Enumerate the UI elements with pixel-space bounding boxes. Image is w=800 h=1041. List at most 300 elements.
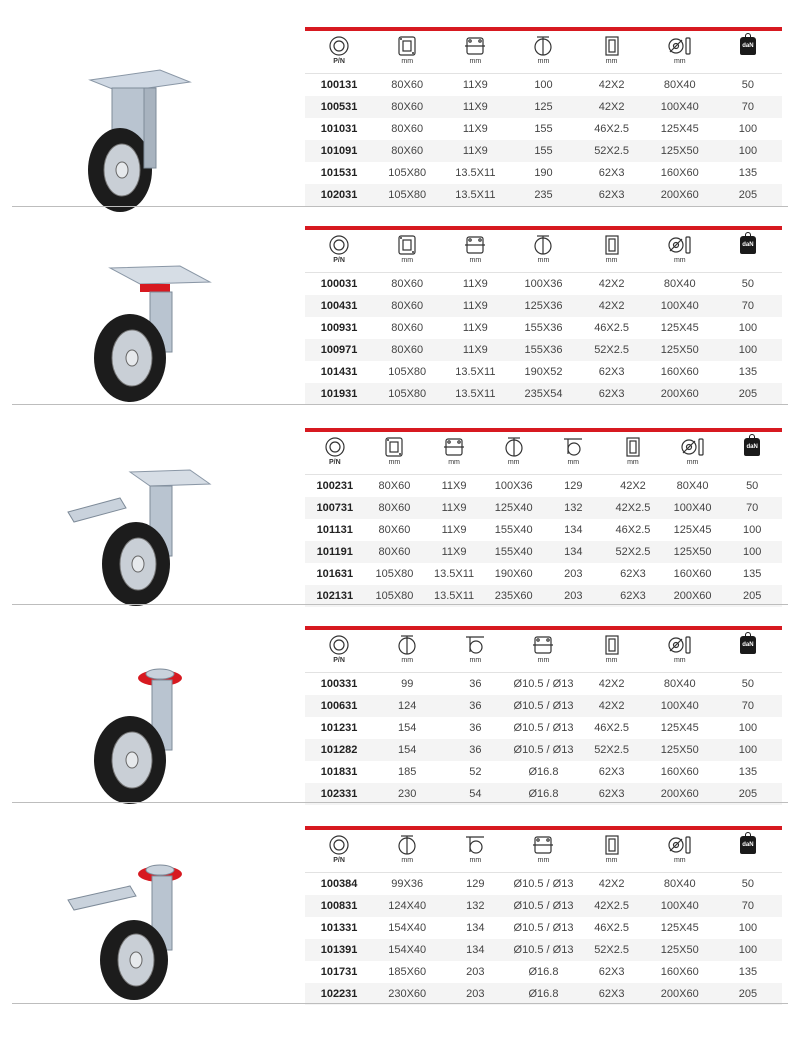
unit-label: mm [605, 657, 618, 664]
unit-label: P/N [333, 857, 345, 864]
unit-label: mm [605, 857, 618, 864]
icon-header-cell [365, 432, 425, 467]
icon-header-cell [484, 432, 544, 467]
icon-header-cell [603, 432, 663, 467]
spec-cell: 132 [564, 502, 583, 514]
part-number: 102231 [320, 988, 358, 1000]
spec-cell: 200X60 [660, 189, 699, 201]
part-number: 101131 [316, 524, 353, 536]
spec-cell: 185X60 [388, 966, 427, 978]
spec-cell: 62X3 [598, 788, 625, 800]
spec-cell: 80X60 [378, 480, 411, 492]
part-number: 101431 [320, 366, 358, 378]
spec-cell: 42X2 [620, 480, 646, 492]
spec-rows [305, 273, 782, 405]
spec-cell: 42X2 [598, 101, 625, 113]
pn-icon [326, 634, 352, 656]
spec-cell: 80X60 [391, 123, 424, 135]
icon-header-cell [305, 432, 365, 467]
part-number: 100131 [320, 79, 358, 91]
part-number: 100431 [320, 300, 358, 312]
top-plate-icon [381, 436, 407, 458]
swivel-brake-caster-icon [60, 452, 220, 612]
spec-cell: 200X60 [660, 388, 699, 400]
spec-cell: 135 [738, 966, 758, 978]
section-divider [12, 404, 788, 405]
icon-header-cell [305, 630, 373, 665]
wheel-diameter-icon [667, 35, 693, 57]
offset-icon [560, 436, 586, 458]
table-row [305, 563, 782, 585]
part-number: 101731 [320, 966, 358, 978]
table-row [305, 541, 782, 563]
spec-cell: 42X2 [598, 278, 625, 290]
spec-cell: 11X9 [441, 480, 467, 492]
icon-header-cell [722, 432, 782, 456]
spec-cell: 100 [738, 145, 758, 157]
spec-cell: 105X80 [375, 590, 414, 602]
wheel-diameter-icon [667, 834, 693, 856]
part-number: 100631 [320, 700, 358, 712]
icon-header-cell [373, 230, 441, 265]
spec-cell: 42X2 [598, 878, 625, 890]
load-icon: daN [740, 636, 756, 654]
part-number: 101531 [320, 167, 358, 179]
icon-header-cell [305, 830, 373, 865]
spec-cell: 125X36 [524, 300, 563, 312]
spec-cell: Ø16.8 [528, 966, 559, 978]
table-row [305, 673, 782, 695]
spec-cell: 124X40 [388, 900, 427, 912]
icon-header-cell [646, 830, 714, 865]
spec-cell: 205 [738, 189, 758, 201]
spec-cell: 100 [743, 524, 762, 536]
wheel-width-icon [599, 634, 625, 656]
pn-icon [326, 234, 352, 256]
table-row [305, 519, 782, 541]
icon-header-cell [578, 230, 646, 265]
unit-label: mm [567, 459, 580, 466]
spec-cell: 135 [738, 766, 758, 778]
spec-cell: 105X80 [388, 366, 427, 378]
load-icon: daN [740, 236, 756, 254]
spec-cell: Ø10.5 / Ø13 [513, 922, 574, 934]
table-row [305, 140, 782, 162]
offset-icon [462, 634, 488, 656]
spec-cell: 70 [741, 300, 755, 312]
spec-table-4 [305, 626, 782, 805]
unit-label: mm [673, 58, 686, 65]
spec-cell: 230 [398, 788, 417, 800]
icon-header-cell [578, 31, 646, 66]
spec-cell: 155 [534, 145, 553, 157]
spec-cell: 62X3 [598, 366, 625, 378]
table-row [305, 273, 782, 295]
spec-cell: 203 [564, 590, 583, 602]
table-row [305, 961, 782, 983]
spec-cell: 100 [743, 546, 762, 558]
unit-label: mm [401, 58, 414, 65]
wheel-height-icon [394, 834, 420, 856]
icon-header-cell [509, 230, 577, 265]
spec-cell: 129 [466, 878, 485, 890]
spec-cell: 100X40 [660, 101, 699, 113]
unit-label: mm [673, 257, 686, 264]
spec-cell: 125X45 [660, 123, 699, 135]
pn-icon [322, 436, 348, 458]
spec-cell: 62X3 [598, 189, 625, 201]
spec-cell: 205 [743, 590, 762, 602]
icon-header-cell [578, 830, 646, 865]
wheel-width-icon [599, 834, 625, 856]
table-row [305, 339, 782, 361]
icon-header-cell [646, 31, 714, 66]
spec-cell: 80X60 [378, 524, 411, 536]
spec-cell: 155X36 [524, 322, 563, 334]
load-icon: daN [744, 438, 760, 456]
icon-header-cell [441, 630, 509, 665]
spec-cell: 62X3 [620, 568, 646, 580]
bolt-hole-icon [530, 834, 556, 856]
spec-cell: 80X40 [663, 278, 696, 290]
unit-label: mm [673, 657, 686, 664]
spec-cell: 80X60 [391, 79, 424, 91]
unit-label: mm [469, 857, 482, 864]
spec-cell: 50 [741, 878, 755, 890]
spec-cell: 235X60 [494, 590, 533, 602]
wheel-diameter-icon [667, 234, 693, 256]
spec-cell: 42X2.5 [594, 900, 630, 912]
icon-header-cell [441, 31, 509, 66]
wheel-height-icon [530, 234, 556, 256]
unit-label: mm [537, 58, 550, 65]
spec-cell: 13.5X11 [455, 189, 496, 201]
table-row [305, 739, 782, 761]
part-number: 100971 [320, 344, 358, 356]
spec-rows [305, 873, 782, 1005]
spec-cell: 80X60 [378, 502, 411, 514]
spec-cell: 70 [741, 700, 755, 712]
spec-rows [305, 475, 782, 607]
wheel-width-icon [620, 436, 646, 458]
spec-cell: 50 [741, 278, 755, 290]
spec-cell: 13.5X11 [455, 366, 496, 378]
table-row [305, 873, 782, 895]
table-row [305, 295, 782, 317]
spec-cell: 11X9 [462, 145, 488, 157]
spec-cell: 70 [741, 101, 755, 113]
spec-cell: 235X54 [524, 388, 563, 400]
spec-cell: 100 [738, 944, 758, 956]
spec-cell: 62X3 [598, 167, 625, 179]
unit-label: mm [537, 657, 550, 664]
spec-cell: 154X40 [388, 922, 427, 934]
table-row [305, 96, 782, 118]
spec-cell: Ø10.5 / Ø13 [513, 944, 574, 956]
part-number: 102031 [320, 189, 358, 201]
part-number: 100384 [320, 878, 358, 890]
spec-cell: 13.5X11 [433, 568, 475, 580]
spec-cell: 125X45 [660, 922, 699, 934]
part-number: 101931 [320, 388, 358, 400]
spec-cell: 100X40 [660, 900, 699, 912]
spec-table-3 [305, 428, 782, 607]
spec-cell: 62X3 [598, 388, 625, 400]
spec-cell: 200X60 [660, 988, 699, 1000]
spec-cell: 42X2.5 [615, 502, 651, 514]
spec-cell: 62X3 [620, 590, 646, 602]
spec-cell: 125X45 [660, 322, 699, 334]
unit-label: mm [388, 459, 401, 466]
spec-cell: 100 [738, 744, 758, 756]
spec-cell: 52X2.5 [594, 344, 630, 356]
unit-label: mm [507, 459, 520, 466]
spec-cell: 134 [564, 524, 583, 536]
spec-cell: 203 [466, 966, 485, 978]
spec-cell: 11X9 [462, 344, 488, 356]
section-divider [12, 1003, 788, 1004]
spec-cell: 80X40 [663, 678, 696, 690]
unit-label: mm [401, 657, 414, 664]
spec-cell: 125X45 [673, 524, 712, 536]
wheel-height-icon [394, 634, 420, 656]
table-row [305, 184, 782, 206]
spec-cell: 100 [534, 79, 553, 91]
part-number: 101031 [320, 123, 358, 135]
spec-cell: 205 [738, 788, 758, 800]
part-number: 102131 [316, 590, 354, 602]
table-row [305, 761, 782, 783]
spec-table-1 [305, 27, 782, 206]
spec-cell: Ø10.5 / Ø13 [513, 722, 574, 734]
load-icon: daN [740, 836, 756, 854]
part-number: 100931 [320, 322, 358, 334]
spec-cell: 134 [564, 546, 583, 558]
table-row [305, 695, 782, 717]
spec-cell: 50 [741, 678, 755, 690]
spec-cell: 11X9 [462, 322, 488, 334]
icon-header-cell [305, 230, 373, 265]
spec-cell: Ø10.5 / Ø13 [513, 678, 574, 690]
part-number: 101831 [320, 766, 358, 778]
icon-header-cell [714, 31, 782, 55]
spec-cell: 46X2.5 [594, 722, 630, 734]
spec-cell: Ø16.8 [528, 788, 559, 800]
spec-cell: 11X9 [441, 502, 467, 514]
spec-cell: 52X2.5 [594, 944, 630, 956]
top-plate-icon [394, 35, 420, 57]
spec-cell: 160X60 [660, 366, 699, 378]
spec-cell: 80X60 [391, 145, 424, 157]
part-number: 100031 [320, 278, 358, 290]
spec-cell: 129 [564, 480, 583, 492]
wheel-height-icon [530, 35, 556, 57]
spec-cell: 36 [469, 722, 482, 734]
spec-cell: 11X9 [462, 278, 488, 290]
spec-cell: 46X2.5 [594, 922, 630, 934]
icon-header-row [305, 230, 782, 273]
icon-header-cell [663, 432, 723, 467]
wheel-width-icon [599, 35, 625, 57]
bolt-hole-icon [441, 436, 467, 458]
spec-cell: 70 [746, 502, 759, 514]
spec-cell: 52X2.5 [594, 145, 630, 157]
spec-cell: 100 [738, 344, 758, 356]
spec-cell: 11X9 [441, 546, 467, 558]
spec-cell: 36 [469, 678, 482, 690]
swivel-caster-icon [60, 248, 220, 408]
table-row [305, 475, 782, 497]
spec-cell: 100 [738, 322, 758, 334]
wheel-diameter-icon [680, 436, 706, 458]
spec-cell: Ø16.8 [528, 766, 559, 778]
spec-cell: 100 [738, 922, 758, 934]
spec-cell: 134 [466, 922, 485, 934]
unit-label: mm [537, 257, 550, 264]
spec-cell: 135 [738, 366, 758, 378]
icon-header-cell [441, 830, 509, 865]
icon-header-cell [441, 230, 509, 265]
icon-header-cell [509, 31, 577, 66]
spec-cell: 205 [738, 388, 758, 400]
unit-label: mm [627, 459, 639, 466]
icon-header-row [305, 630, 782, 673]
top-plate-icon [394, 234, 420, 256]
bolt-hole-caster-icon [60, 650, 220, 810]
table-row [305, 317, 782, 339]
spec-cell: 80X60 [391, 344, 424, 356]
icon-header-cell [646, 630, 714, 665]
spec-cell: 13.5X11 [433, 590, 475, 602]
spec-cell: 46X2.5 [594, 123, 630, 135]
unit-label: P/N [328, 459, 341, 466]
spec-cell: 155X40 [494, 546, 533, 558]
unit-label: mm [401, 857, 414, 864]
icon-header-cell [509, 830, 577, 865]
spec-cell: 155 [534, 123, 553, 135]
spec-cell: Ø10.5 / Ø13 [513, 744, 574, 756]
spec-cell: 11X9 [462, 300, 488, 312]
spec-cell: 205 [738, 988, 758, 1000]
spec-cell: 190 [534, 167, 553, 179]
wheel-height-icon [501, 436, 527, 458]
icon-header-cell [714, 630, 782, 654]
spec-cell: 42X2 [598, 300, 625, 312]
spec-cell: 155X40 [494, 524, 533, 536]
spec-cell: 100X36 [524, 278, 563, 290]
offset-icon [462, 834, 488, 856]
spec-cell: 80X60 [391, 278, 424, 290]
icon-header-cell [509, 630, 577, 665]
spec-cell: 99 [401, 678, 414, 690]
spec-cell: 125X50 [673, 546, 712, 558]
unit-label: mm [673, 857, 686, 864]
spec-cell: 125X50 [660, 344, 699, 356]
icon-header-cell [544, 432, 604, 467]
bolt-hole-icon [462, 35, 488, 57]
spec-cell: 62X3 [598, 766, 625, 778]
spec-cell: 100X40 [660, 700, 699, 712]
spec-cell: 80X40 [663, 79, 696, 91]
spec-cell: 52X2.5 [615, 546, 651, 558]
icon-header-row [305, 432, 782, 475]
spec-cell: 154 [398, 744, 417, 756]
spec-cell: 160X60 [660, 167, 699, 179]
spec-cell: 235 [534, 189, 553, 201]
table-row [305, 983, 782, 1005]
spec-cell: 125X50 [660, 944, 699, 956]
spec-cell: 105X80 [375, 568, 414, 580]
spec-cell: 42X2 [598, 700, 625, 712]
icon-header-cell [714, 230, 782, 254]
spec-cell: 80X60 [378, 546, 411, 558]
bolt-hole-icon [530, 634, 556, 656]
unit-label: mm [537, 857, 550, 864]
spec-cell: 36 [469, 744, 482, 756]
part-number: 100831 [320, 900, 358, 912]
table-row [305, 895, 782, 917]
spec-cell: 11X9 [462, 101, 488, 113]
part-number: 100231 [316, 480, 354, 492]
spec-cell: 100 [738, 722, 758, 734]
spec-cell: 203 [564, 568, 583, 580]
spec-cell: 42X2 [598, 678, 625, 690]
spec-cell: 125 [534, 101, 553, 113]
spec-rows [305, 74, 782, 206]
spec-cell: 11X9 [441, 524, 467, 536]
part-number: 101631 [316, 568, 354, 580]
table-row [305, 118, 782, 140]
spec-cell: 125X45 [660, 722, 699, 734]
unit-label: mm [469, 58, 482, 65]
spec-cell: 36 [469, 700, 482, 712]
table-row [305, 162, 782, 184]
spec-cell: Ø16.8 [528, 988, 559, 1000]
unit-label: P/N [333, 58, 345, 65]
icon-header-cell [305, 31, 373, 66]
unit-label: mm [605, 257, 618, 264]
part-number: 101091 [320, 145, 358, 157]
spec-cell: 99X36 [391, 878, 424, 890]
spec-cell: 125X40 [494, 502, 533, 514]
part-number: 100531 [320, 101, 358, 113]
table-row [305, 717, 782, 739]
unit-label: mm [686, 459, 699, 466]
spec-cell: 100X40 [660, 300, 699, 312]
spec-cell: 80X60 [391, 322, 424, 334]
unit-label: mm [605, 58, 618, 65]
wheel-diameter-icon [667, 634, 693, 656]
spec-cell: 203 [466, 988, 485, 1000]
spec-cell: 80X60 [391, 300, 424, 312]
spec-cell: 125X50 [660, 744, 699, 756]
spec-cell: 132 [466, 900, 485, 912]
pn-icon [326, 834, 352, 856]
icon-header-cell [373, 830, 441, 865]
spec-cell: 160X60 [660, 966, 699, 978]
spec-cell: 160X60 [660, 766, 699, 778]
spec-cell: 105X80 [388, 189, 427, 201]
unit-label: mm [401, 257, 414, 264]
spec-cell: 80X40 [663, 878, 696, 890]
part-number: 101191 [316, 546, 353, 558]
spec-cell: 200X60 [660, 788, 699, 800]
spec-cell: 105X80 [388, 388, 427, 400]
load-icon: daN [740, 37, 756, 55]
icon-header-row [305, 830, 782, 873]
fixed-caster-icon [60, 60, 220, 220]
icon-header-cell [646, 230, 714, 265]
